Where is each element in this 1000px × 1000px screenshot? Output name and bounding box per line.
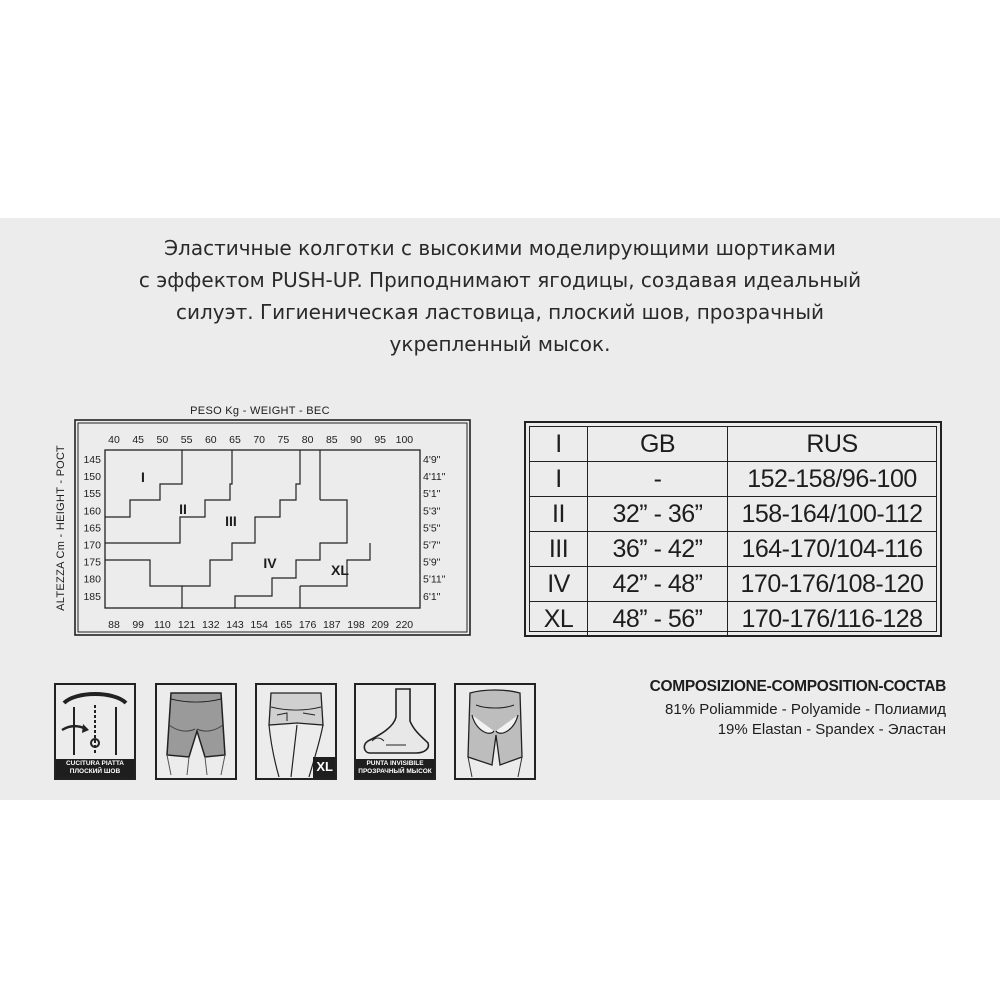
table-cell: II (530, 497, 588, 532)
zone-label-iv: IV (263, 555, 277, 571)
description-line: укрепленный мысок. (389, 332, 611, 356)
zone-boundary-2 (105, 450, 232, 543)
pound-tick-label: 154 (250, 619, 268, 631)
weight-tick-label: 55 (180, 434, 193, 446)
table-cell: - (588, 462, 728, 497)
flat-seam-ru: ПЛОСКИЙ ШОВ (69, 768, 121, 775)
height-ft-tick-label: 5'11" (423, 573, 446, 586)
height-cm-tick-label: 185 (83, 590, 101, 603)
pound-tick-label: 209 (371, 619, 389, 631)
table-header-cell: I (530, 427, 588, 462)
zone-boundary-3 (105, 560, 182, 608)
table-cell: 42” - 48” (588, 567, 728, 602)
toe-ru: ПРОЗРАЧНЫЙ МЫСОК (358, 768, 432, 775)
height-cm-tick-label: 175 (83, 556, 101, 569)
table-cell: 158-164/100-112 (728, 497, 937, 532)
table-cell: XL (530, 602, 588, 637)
pound-tick-label: 220 (395, 619, 414, 631)
table-header-row (530, 427, 936, 462)
product-description (70, 232, 930, 360)
composition-block (650, 678, 946, 740)
height-cm-tick-label: 165 (83, 522, 101, 535)
description-line: с эффектом PUSH-UP. Приподнимают ягодицы, создавая идеальный (138, 268, 862, 292)
table-row (530, 532, 936, 567)
table-cell: 170-176/116-128 (728, 602, 937, 637)
height-cm-tick-label: 150 (83, 471, 101, 484)
pound-tick-label: 165 (274, 619, 293, 631)
table-cell: I (530, 462, 588, 497)
table-row (530, 497, 936, 532)
table-cell: 164-170/104-116 (728, 532, 937, 567)
pound-tick-label: 110 (154, 619, 171, 631)
pound-tick-label: 99 (132, 619, 145, 631)
weight-tick-label: 85 (325, 434, 338, 446)
weight-tick-label: 95 (374, 434, 387, 446)
pound-tick-label: 121 (177, 619, 196, 631)
zone-label-i: I (141, 469, 145, 485)
weight-tick-label: 45 (132, 434, 145, 446)
composition-title: COMPOSIZIONE-COMPOSITION-СОСТАВ (649, 678, 946, 695)
height-ft-tick-label: 5'1" (423, 488, 441, 501)
weight-tick-label: 40 (108, 434, 120, 446)
zone-boundary-4 (182, 450, 300, 586)
height-cm-tick-label: 155 (83, 488, 101, 501)
height-ft-tick-label: 5'7" (423, 539, 441, 552)
weight-tick-label: 100 (395, 434, 414, 446)
table-cell: 170-176/108-120 (728, 567, 937, 602)
toe-it: PUNTA INVISIBILE (366, 760, 424, 767)
flat-seam-it: CUCITURA PIATTA (65, 760, 124, 767)
composition-line-elastan: 19% Elastan - Spandex - Эластан (717, 721, 946, 738)
height-cm-tick-label: 160 (83, 505, 101, 518)
height-title: ALTEZZA Cm - HEIGHT - РОСТ (55, 445, 67, 611)
height-ft-tick-label: 5'9" (423, 556, 441, 569)
height-ft-tick-label: 5'5" (423, 522, 441, 535)
xl-size-icon (255, 683, 337, 780)
table-cell: 48” - 56” (588, 602, 728, 637)
xl-badge: XL (316, 759, 333, 774)
zone-label-ii: II (179, 501, 187, 517)
table-cell: 32” - 36” (588, 497, 728, 532)
weight-tick-label: 65 (229, 434, 241, 446)
table-header-cell: GB (588, 427, 728, 462)
weight-tick-label: 75 (277, 434, 290, 446)
size-chart (50, 400, 480, 640)
weight-tick-label: 70 (253, 434, 266, 446)
description-line: силуэт. Гигиеническая ластовица, плоский шов, прозрачный (175, 300, 824, 324)
pound-tick-label: 88 (108, 619, 120, 631)
height-cm-tick-label: 170 (83, 539, 101, 552)
weight-tick-label: 50 (156, 434, 169, 446)
invisible-toe-icon (354, 683, 436, 780)
weight-tick-label: 80 (301, 434, 314, 446)
height-cm-tick-label: 180 (83, 573, 101, 586)
table-header-cell: RUS (728, 427, 937, 462)
flat-seam-icon (54, 683, 136, 780)
table-cell: III (530, 532, 588, 567)
height-ft-tick-label: 5'3" (423, 505, 441, 518)
chart-frame-inner (78, 423, 467, 632)
table-cell: 152-158/96-100 (728, 462, 937, 497)
zone-boundary-7 (320, 500, 347, 517)
table-row (530, 567, 936, 602)
table-row (530, 462, 936, 497)
pound-tick-label: 143 (226, 619, 244, 631)
chart-plot-area (105, 450, 420, 608)
weight-tick-label: 90 (350, 434, 362, 446)
description-line: Эластичные колготки с высокими моделирующими шортиками (164, 236, 836, 260)
invisible-toe-caption (356, 759, 434, 778)
height-ft-tick-label: 4'9" (423, 454, 441, 466)
height-ft-tick-label: 6'1" (423, 590, 441, 603)
pound-tick-label: 198 (347, 619, 365, 631)
pound-tick-label: 187 (323, 619, 341, 631)
pound-tick-label: 176 (298, 619, 317, 631)
chart-frame-outer (75, 420, 470, 635)
height-cm-tick-label: 145 (83, 454, 101, 466)
height-ft-tick-label: 4'11" (423, 471, 446, 484)
weight-title: PESO Kg - WEIGHT - ВЕС (190, 405, 330, 417)
weight-tick-label: 60 (204, 434, 217, 446)
push-up-icon (454, 683, 536, 780)
shaping-shorts-icon (155, 683, 237, 780)
zone-label-xl: XL (331, 562, 349, 578)
table-row (530, 602, 936, 637)
size-conversion-table (524, 421, 942, 637)
pound-tick-label: 132 (202, 619, 220, 631)
composition-line-polyamide: 81% Poliammide - Polyamide - Полиамид (665, 701, 946, 718)
table-cell: IV (530, 567, 588, 602)
table-cell: 36” - 42” (588, 532, 728, 567)
zone-label-iii: III (225, 513, 237, 529)
flat-seam-caption (56, 759, 134, 778)
